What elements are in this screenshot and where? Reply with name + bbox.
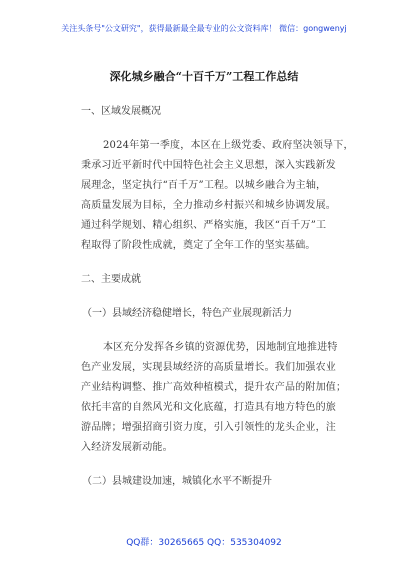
subsection-heading-county-construction: （二）县城建设加速，城镇化水平不断提升 [82, 476, 272, 487]
document-title: 深化城乡融合“十百千万”工程工作总结 [109, 70, 299, 83]
subsection-heading-county-economy: （一）县域经济稳健增长，特色产业展现新活力 [82, 308, 292, 319]
paragraph-line: 色产业发展，实现县域经济的高质量增长。我们加强农业 [81, 362, 336, 373]
paragraph-line: 游品牌；增强招商引资力度，引入引领性的龙头企业，注 [81, 422, 336, 433]
section-heading-overview: 一、区域发展概况 [81, 106, 161, 117]
paragraph-line: 产业结构调整、推广高效种植模式，提升农产品的附加值； [81, 382, 347, 393]
paragraph-line: 展理念，坚定执行“百千万”工程。以城乡融合为主轴， [81, 180, 327, 191]
paragraph-line: 入经济发展新动能。 [81, 442, 173, 453]
paragraph-line: 程取得了阶段性成就，奠定了全年工作的坚实基础。 [81, 240, 316, 251]
paragraph-line: 高质量发展为目标，全力推动乡村振兴和城乡协调发展。 [81, 200, 336, 211]
paragraph-line: 通过科学规划、精心组织、严格实施，我区“百千万”工 [81, 220, 327, 231]
paragraph-line: 2024年第一季度，本区在上级党委、政府坚决领导下， [103, 140, 354, 151]
paragraph-line: 秉承习近平新时代中国特色社会主义思想，深入实践新发 [81, 160, 336, 171]
contact-footer: QQ群：30265665 QQ：535304092 [126, 538, 282, 548]
paragraph-line: 本区充分发挥各乡镇的资源优势，因地制宜地推进特 [103, 342, 338, 353]
promo-banner: 关注头条号"公文研究"，获得最新最全最专业的公文资料库！ 微信：gongwenyj [61, 24, 347, 33]
section-heading-achievements: 二、主要成就 [81, 274, 141, 285]
paragraph-line: 依托丰富的自然风光和文化底蕴，打造具有地方特色的旅 [81, 402, 336, 413]
